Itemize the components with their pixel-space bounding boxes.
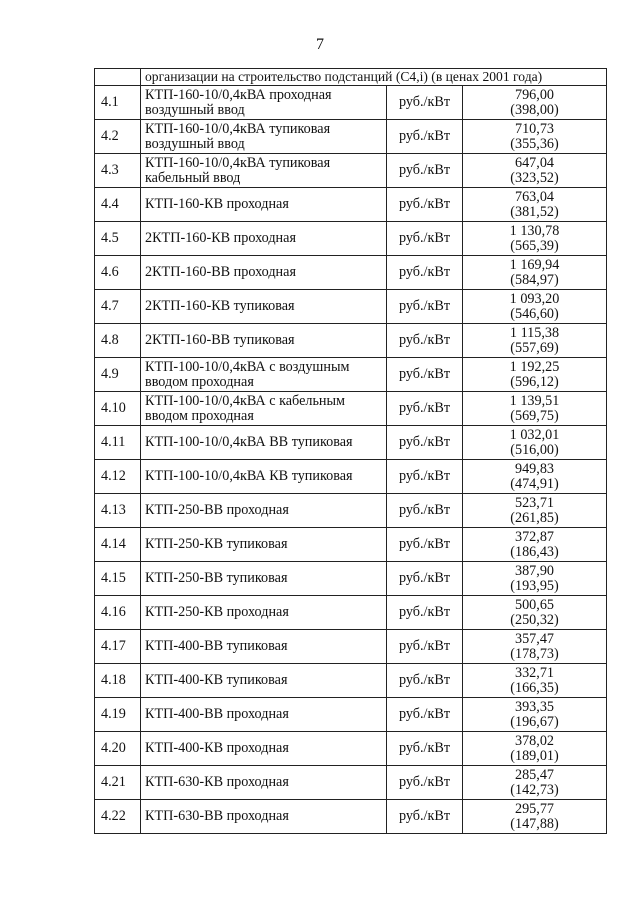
table-row (95, 392, 607, 426)
price-value: 1 130,78 (509, 222, 560, 239)
price-value: 500,65 (514, 596, 554, 613)
price-cell (463, 120, 607, 154)
table-row (95, 528, 607, 562)
substation-name: КТП-400-ВВ проходная (141, 698, 387, 732)
unit-cell: руб./кВт (387, 562, 463, 596)
price-value: 763,04 (514, 188, 554, 205)
table-body (95, 69, 607, 834)
table-row (95, 358, 607, 392)
price-2001-value: (381,52) (510, 203, 559, 220)
table-row (95, 732, 607, 766)
table-row (95, 664, 607, 698)
price-2001-value: (261,85) (510, 509, 559, 526)
unit-cell: руб./кВт (387, 120, 463, 154)
substation-name: КТП-160-10/0,4кВА тупиковая кабельный ввод (141, 154, 387, 188)
unit-cell: руб./кВт (387, 596, 463, 630)
unit-cell: руб./кВт (387, 630, 463, 664)
row-number: 4.16 (95, 596, 141, 630)
row-number: 4.21 (95, 766, 141, 800)
unit-cell: руб./кВт (387, 766, 463, 800)
row-number: 4.8 (95, 324, 141, 358)
unit-cell: руб./кВт (387, 732, 463, 766)
price-cell (463, 528, 607, 562)
row-number: 4.13 (95, 494, 141, 528)
unit-cell: руб./кВт (387, 324, 463, 358)
price-value: 357,47 (514, 630, 554, 647)
price-2001-value: (398,00) (510, 101, 559, 118)
price-cell (463, 188, 607, 222)
table-row (95, 324, 607, 358)
substation-name: КТП-100-10/0,4кВА с воздушным вводом проходная (141, 358, 387, 392)
price-value: 1 139,51 (509, 392, 560, 409)
substation-name: 2КТП-160-ВВ проходная (141, 256, 387, 290)
price-2001-value: (546,60) (510, 305, 559, 322)
row-number: 4.1 (95, 86, 141, 120)
price-value: 710,73 (514, 120, 554, 137)
table-row (95, 154, 607, 188)
price-value: 1 169,94 (509, 256, 560, 273)
row-number: 4.12 (95, 460, 141, 494)
price-cell (463, 392, 607, 426)
row-number: 4.9 (95, 358, 141, 392)
price-cell (463, 766, 607, 800)
table-row (95, 494, 607, 528)
unit-cell: руб./кВт (387, 358, 463, 392)
price-cell (463, 596, 607, 630)
table-row (95, 766, 607, 800)
price-2001-value: (147,88) (510, 815, 559, 832)
table-header-row (95, 69, 607, 86)
substation-name: КТП-100-10/0,4кВА ВВ тупиковая (141, 426, 387, 460)
price-2001-value: (584,97) (510, 271, 559, 288)
price-value: 647,04 (514, 154, 554, 171)
table-row (95, 120, 607, 154)
price-cell (463, 664, 607, 698)
unit-cell: руб./кВт (387, 494, 463, 528)
price-cell (463, 222, 607, 256)
price-2001-value: (193,95) (510, 577, 559, 594)
substation-name: КТП-630-ВВ проходная (141, 800, 387, 834)
price-2001-value: (166,35) (510, 679, 559, 696)
unit-cell: руб./кВт (387, 800, 463, 834)
substation-name: 2КТП-160-ВВ тупиковая (141, 324, 387, 358)
price-value: 393,35 (514, 698, 554, 715)
price-cell (463, 732, 607, 766)
substation-name: КТП-250-КВ тупиковая (141, 528, 387, 562)
unit-cell: руб./кВт (387, 256, 463, 290)
row-number: 4.10 (95, 392, 141, 426)
price-value: 949,83 (514, 460, 554, 477)
tariff-table (94, 68, 607, 834)
substation-name: КТП-100-10/0,4кВА с кабельным вводом проходная (141, 392, 387, 426)
row-number: 4.20 (95, 732, 141, 766)
price-2001-value: (186,43) (510, 543, 559, 560)
unit-cell: руб./кВт (387, 426, 463, 460)
row-number: 4.3 (95, 154, 141, 188)
price-value: 523,71 (514, 494, 554, 511)
price-2001-value: (355,36) (510, 135, 559, 152)
price-2001-value: (250,32) (510, 611, 559, 628)
price-cell (463, 154, 607, 188)
price-2001-value: (516,00) (510, 441, 559, 458)
price-2001-value: (189,01) (510, 747, 559, 764)
price-value: 796,00 (514, 86, 554, 103)
substation-name: КТП-250-КВ проходная (141, 596, 387, 630)
row-number: 4.15 (95, 562, 141, 596)
row-number: 4.19 (95, 698, 141, 732)
substation-name: КТП-160-КВ проходная (141, 188, 387, 222)
price-2001-value: (557,69) (510, 339, 559, 356)
row-number: 4.14 (95, 528, 141, 562)
price-cell (463, 324, 607, 358)
unit-cell: руб./кВт (387, 460, 463, 494)
table-row (95, 562, 607, 596)
unit-cell: руб./кВт (387, 698, 463, 732)
substation-name: КТП-160-10/0,4кВА тупиковая воздушный ввод (141, 120, 387, 154)
substation-name: КТП-630-КВ проходная (141, 766, 387, 800)
unit-cell: руб./кВт (387, 528, 463, 562)
price-2001-value: (178,73) (510, 645, 559, 662)
row-number: 4.17 (95, 630, 141, 664)
table-row (95, 630, 607, 664)
header-title: организации на строительство подстанций (С4,i) (в ценах 2001 года) (145, 69, 543, 84)
price-cell (463, 800, 607, 834)
substation-name: 2КТП-160-КВ тупиковая (141, 290, 387, 324)
price-cell (463, 630, 607, 664)
price-cell (463, 86, 607, 120)
price-2001-value: (565,39) (510, 237, 559, 254)
price-cell (463, 494, 607, 528)
header-empty-cell (95, 69, 141, 86)
price-value: 1 093,20 (509, 290, 560, 307)
substation-name: КТП-100-10/0,4кВА КВ тупиковая (141, 460, 387, 494)
unit-cell: руб./кВт (387, 664, 463, 698)
price-value: 387,90 (514, 562, 554, 579)
price-cell (463, 698, 607, 732)
row-number: 4.5 (95, 222, 141, 256)
table-row (95, 222, 607, 256)
table-row (95, 426, 607, 460)
row-number: 4.4 (95, 188, 141, 222)
page-number: 7 (316, 36, 324, 53)
row-number: 4.22 (95, 800, 141, 834)
table-row (95, 188, 607, 222)
substation-name: КТП-250-ВВ тупиковая (141, 562, 387, 596)
table-row (95, 460, 607, 494)
table-row (95, 596, 607, 630)
price-cell (463, 290, 607, 324)
price-cell (463, 562, 607, 596)
price-2001-value: (474,91) (510, 475, 559, 492)
substation-name: КТП-400-КВ проходная (141, 732, 387, 766)
price-2001-value: (323,52) (510, 169, 559, 186)
price-value: 1 032,01 (509, 426, 560, 443)
price-value: 378,02 (514, 732, 554, 749)
price-value: 1 192,25 (509, 358, 560, 375)
unit-cell: руб./кВт (387, 290, 463, 324)
substation-name: КТП-400-ВВ тупиковая (141, 630, 387, 664)
substation-name: КТП-160-10/0,4кВА проходная воздушный ввод (141, 86, 387, 120)
price-value: 285,47 (514, 766, 554, 783)
price-2001-value: (596,12) (510, 373, 559, 390)
header-title-cell (141, 69, 607, 86)
price-cell (463, 460, 607, 494)
price-cell (463, 358, 607, 392)
unit-cell: руб./кВт (387, 222, 463, 256)
price-2001-value: (196,67) (510, 713, 559, 730)
unit-cell: руб./кВт (387, 188, 463, 222)
price-value: 372,87 (514, 528, 554, 545)
table-row (95, 256, 607, 290)
substation-name: КТП-400-КВ тупиковая (141, 664, 387, 698)
price-value: 295,77 (514, 800, 554, 817)
row-number: 4.11 (95, 426, 141, 460)
price-value: 1 115,38 (509, 324, 560, 341)
row-number: 4.18 (95, 664, 141, 698)
table-row (95, 86, 607, 120)
row-number: 4.6 (95, 256, 141, 290)
price-cell (463, 256, 607, 290)
substation-name: 2КТП-160-КВ проходная (141, 222, 387, 256)
row-number: 4.7 (95, 290, 141, 324)
table-row (95, 290, 607, 324)
row-number: 4.2 (95, 120, 141, 154)
unit-cell: руб./кВт (387, 86, 463, 120)
table-row (95, 698, 607, 732)
table-row (95, 800, 607, 834)
unit-cell: руб./кВт (387, 154, 463, 188)
price-value: 332,71 (514, 664, 554, 681)
substation-name: КТП-250-ВВ проходная (141, 494, 387, 528)
unit-cell: руб./кВт (387, 392, 463, 426)
price-2001-value: (142,73) (510, 781, 559, 798)
price-cell (463, 426, 607, 460)
price-2001-value: (569,75) (510, 407, 559, 424)
